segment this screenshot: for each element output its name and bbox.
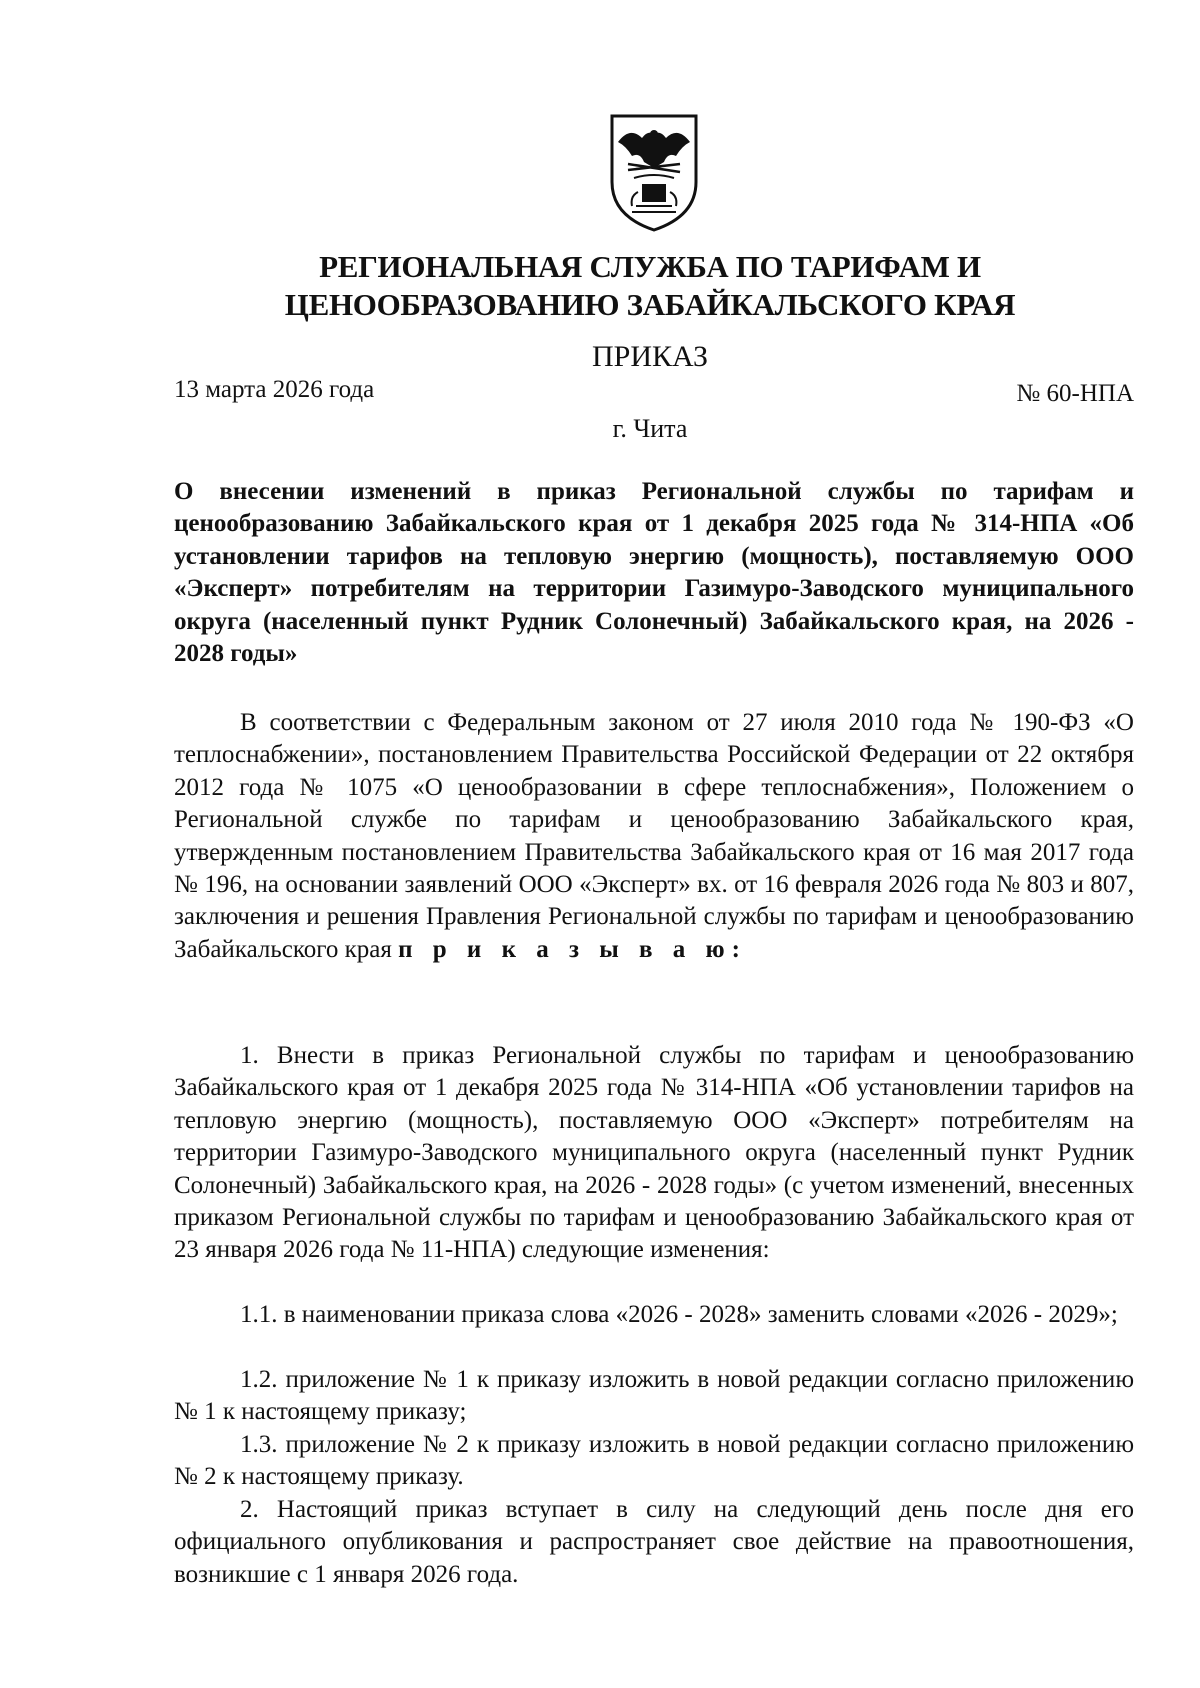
coat-of-arms-icon (608, 112, 700, 234)
document-title: О внесении изменений в приказ Региональной службы по тарифам и ценообразованию Забайкальского края от 1 декабря 2025 года № 314-НПА «Об установлении тарифов на тепловую энергию (мощность), поставляемую ООО «Эксперт» потребителям на территории Газимуро-Заводского муниципального округа (населенный пункт Рудник Солонечный) Забайкальского края, на 2026 - 2028 годы» (174, 478, 1134, 668)
document-number: № 60-НПА (1016, 380, 1134, 407)
item-1-paragraph: 1. Внести в приказ Региональной службы по тарифам и ценообразованию Забайкальского края от 1 декабря 2025 года № 314-НПА «Об установлении тарифов на тепловую энергию (мощность), поставляемую ООО «Эксперт» потребителям на территории Газимуро-Заводского муниципального округа (населенный пункт Рудник Солонечный) Забайкальского края, на 2026 - 2028 годы» (с учетом изменений, внесенных приказом Региональной службы по тарифам и ценообразованию Забайкальского края от 23 января 2026 года № 11-НПА) следующие изменения: (174, 1042, 1134, 1264)
document-date: 13 марта 2026 года (174, 376, 375, 403)
order-word: п р и к а з ы в а ю: (398, 935, 747, 963)
item-1-1-paragraph: 1.1. в наименовании приказа слова «2026 - 2028» заменить словами «2026 - 2029»; (240, 1301, 1118, 1328)
document-type: ПРИКАЗ (592, 340, 708, 373)
item-1-3-paragraph: 1.3. приложение № 2 к приказу изложить в новой редакции согласно приложению № 2 к настоящему приказу. (174, 1431, 1134, 1491)
organization-name-line-1: РЕГИОНАЛЬНАЯ СЛУЖБА ПО ТАРИФАМ И (319, 249, 981, 284)
item-1-2-paragraph: 1.2. приложение № 1 к приказу изложить в новой редакции согласно приложению № 1 к настоящему приказу; (174, 1366, 1134, 1426)
organization-name-line-2: ЦЕНООБРАЗОВАНИЮ ЗАБАЙКАЛЬСКОГО КРАЯ (284, 287, 1016, 322)
basis-paragraph (174, 707, 1134, 966)
item-2-paragraph: 2. Настоящий приказ вступает в силу на следующий день после дня его официального опубликования и распространяет свое действие на правоотношения, возникшие с 1 января 2026 года. (174, 1496, 1134, 1588)
document-city: г. Чита (612, 414, 688, 443)
basis-text: В соответствии с Федеральным законом от 27 июля 2010 года № 190-ФЗ «О теплоснабжении», постановлением Правительства Российской Федерации от 22 октября 2012 года № 1075 «О ценообразовании в сфере теплоснабжения», Положением о Региональной службе по тарифам и ценообразованию Забайкальского края, утвержденным постановлением Правительства Забайкальского края от 16 мая 2017 года № 196, на основании заявлений ООО «Эксперт» вх. от 16 февраля 2026 года № 803 и 807, заключения и решения Правления Региональной службы по тарифам и ценообразованию Забайкальского края (174, 709, 1134, 963)
